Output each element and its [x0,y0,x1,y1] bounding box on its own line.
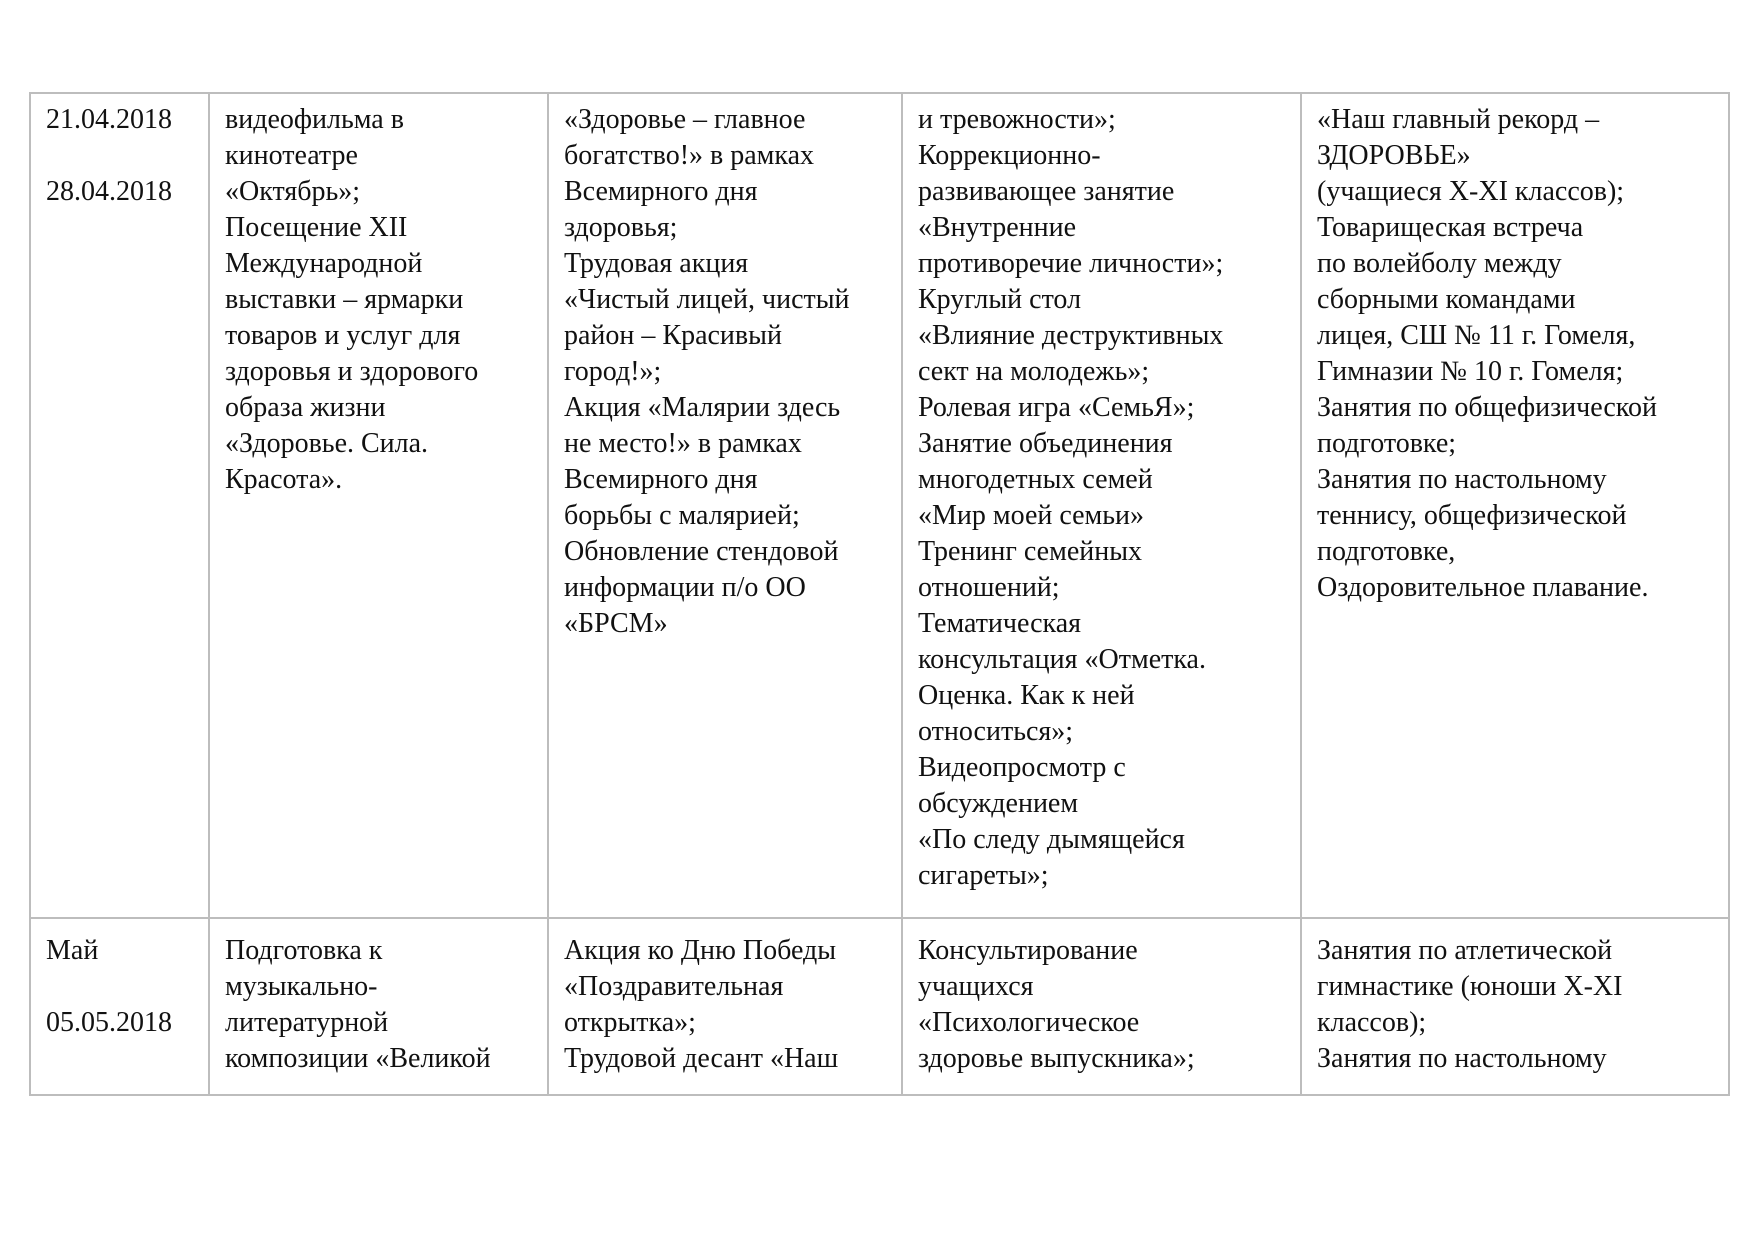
date-spacer [46,969,198,1005]
date-cell [30,93,209,918]
activity-cell: «Наш главный рекорд – ЗДОРОВЬЕ» (учащиеся X-XI классов); Товарищеская встреча по волейболу между сборными командами лицея, СШ № 11 г. Гомеля, Гимназии № 10 г. Гомеля; Занятия по общефизической подготовке; Занятия по настольному теннису, общефизической подготовке, Оздоровительное плавание. [1301,93,1729,918]
activity-cell: и тревожности»; Коррекционно- развивающее занятие «Внутренние противоречие личности»; Круглый стол «Влияние деструктивных сект на молодежь»; Ролевая игра «СемьЯ»; Занятие объединения многодетных семей «Мир моей семьи» Тренинг семейных отношений; Тематическая консультация «Отметка. Оценка. Как к ней относиться»; Видеопросмотр с обсуждением «По следу дымящейся сигареты»; [902,93,1301,918]
activity-cell: видеофильма в кинотеатре «Октябрь»; Посещение XII Международной выставки – ярмарки товаров и услуг для здоровья и здорового образа жизни «Здоровье. Сила. Красота». [209,93,548,918]
activity-cell: Консультирование учащихся «Психологическое здоровье выпускника»; [902,918,1301,1095]
date-spacer [46,138,198,174]
date-text: 05.05.2018 [46,1007,172,1038]
activity-cell: «Здоровье – главное богатство!» в рамках Всемирного дня здоровья; Трудовая акция «Чистый лицей, чистый район – Красивый город!»; Акция «Малярии здесь не место!» в рамках Всемирного дня борьбы с малярией; Обновление стендовой информации п/о ОО «БРСМ» [548,93,902,918]
activity-cell: Занятия по атлетической гимнастике (юноши X-XI классов); Занятия по настольному [1301,918,1729,1095]
activity-cell: Акция ко Дню Победы «Поздравительная открытка»; Трудовой десант «Наш [548,918,902,1095]
date-cell [30,918,209,1095]
date-text: 28.04.2018 [46,176,172,207]
date-text: Май [46,935,99,966]
schedule-table [29,92,1730,1096]
table-row [30,93,1729,918]
table-row [30,918,1729,1095]
date-text: 21.04.2018 [46,104,172,135]
activity-cell: Подготовка к музыкально- литературной композиции «Великой [209,918,548,1095]
